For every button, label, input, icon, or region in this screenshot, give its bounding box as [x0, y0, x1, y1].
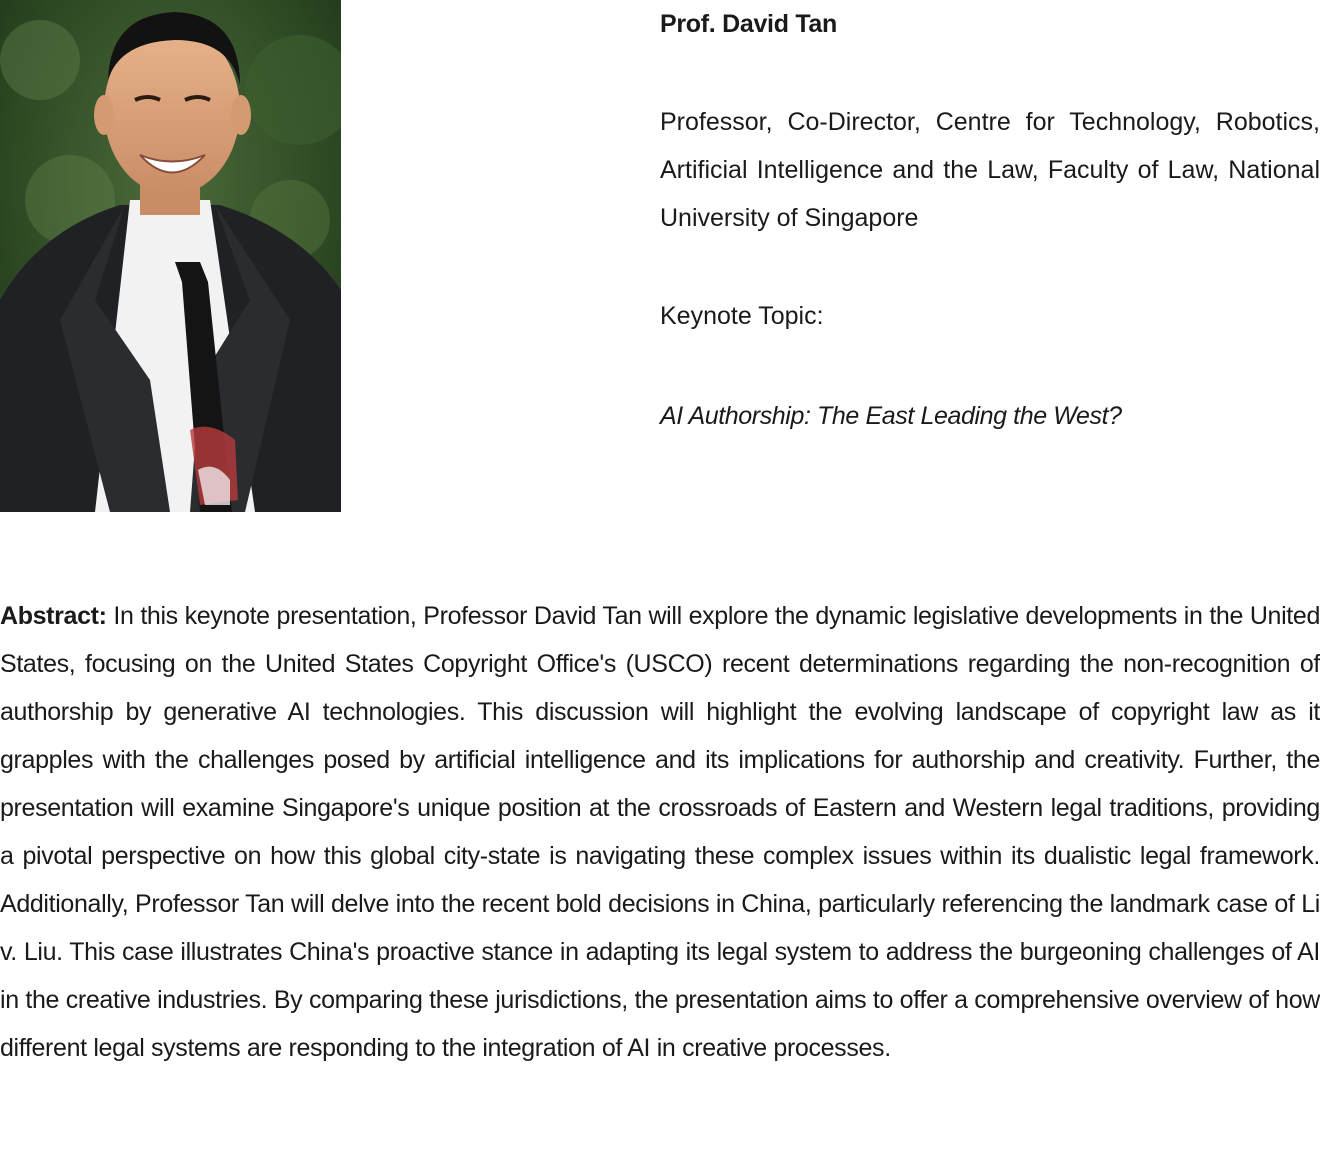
abstract-label: Abstract:: [0, 602, 107, 630]
portrait-photo-icon: [0, 0, 341, 512]
keynote-topic-label: Keynote Topic:: [660, 302, 824, 330]
abstract-text: In this keynote presentation, Professor David Tan will explore the dynamic legislative developments in the United States, focusing on the United States Copyright Office's (USCO) recent determinations regarding the non-recognition of authorship by generative AI technologies. This discussion will highlight the evolving landscape of copyright law as it grapples with the challenges posed by artificial intelligence and its implications for authorship and creativity. Further, the presentation will examine Singapore's unique position at the crossroads of Eastern and Western legal traditions, providing a pivotal perspective on how this global city-state is navigating these complex issues within its dualistic legal framework. Additionally, Professor Tan will delve into the recent bold decisions in China, particularly referencing the landmark case of Li v. Liu. This case illustrates China's proactive stance in adapting its legal system to address the burgeoning challenges of AI in the creative industries. By comparing these jurisdictions, the presentation aims to offer a comprehensive overview of how different legal systems are responding to the integration of AI in creative processes.: [0, 602, 1320, 1062]
speaker-section: [0, 0, 1320, 512]
abstract-paragraph: [0, 592, 1320, 1072]
speaker-info: [660, 0, 1320, 440]
speaker-photo: [0, 0, 341, 512]
keynote-topic-title: AI Authorship: The East Leading the West?: [660, 402, 1122, 430]
speaker-name: Prof. David Tan: [660, 10, 838, 38]
speaker-role: Professor, Co-Director, Centre for Technology, Robotics, Artificial Intelligence and the Law, Faculty of Law, National University of Singapore: [660, 108, 1320, 232]
